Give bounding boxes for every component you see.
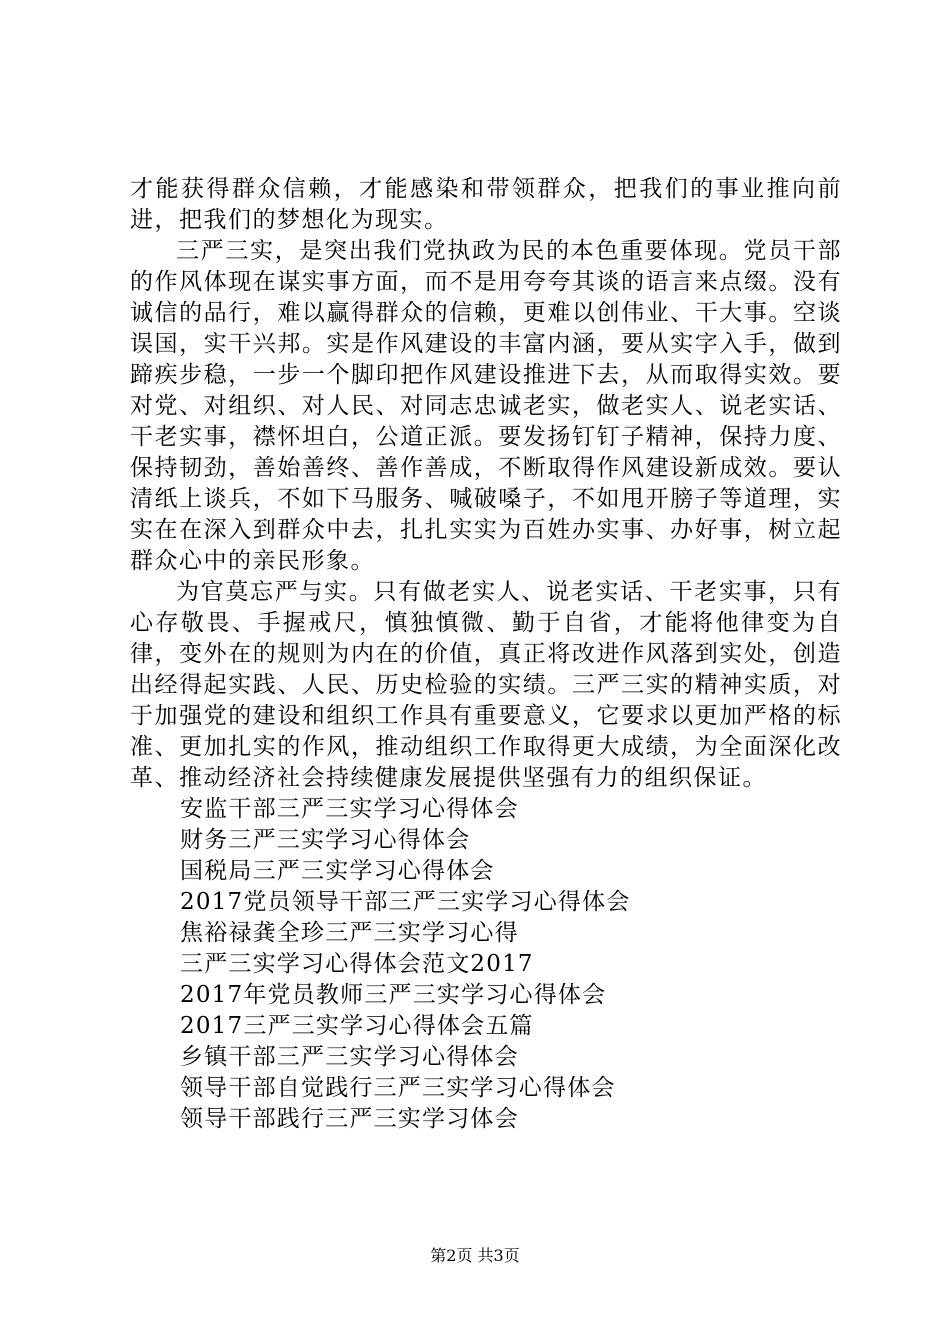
related-article-link[interactable]: 2017年党员教师三严三实学习心得体会 [180, 982, 607, 1008]
paragraph-1: 才能获得群众信赖，才能感染和带领群众，把我们的事业推向前进，把我们的梦想化为现实。 [130, 176, 842, 233]
related-article-link[interactable]: 乡镇干部三严三实学习心得体会 [180, 1044, 519, 1070]
paragraph-2: 三严三实，是突出我们党执政为民的本色重要体现。党员干部的作风体现在谋实事方面，而不是用夸夸其谈的语言来点缀。没有诚信的品行，难以赢得群众的信赖，更难以创伟业、干大事。空谈误国，实干兴邦。实是作风建设的丰富内涵，要从实字入手，做到蹄疾步稳，一步一个脚印把作风建设推进下去，从而取得实效。要对党、对组织、对人民、对同志忠诚老实，做老实人、说老实话、干老实事，襟怀坦白，公道正派。要发扬钉钉子精神，保持力度、保持韧劲，善始善终、善作善成，不断取得作风建设新成效。要认清纸上谈兵，不如下马服务、喊破嗓子，不如甩开膀子等道理，实实在在深入到群众中去，扎扎实实为百姓办实事、办好事，树立起群众心中的亲民形象。 [130, 238, 842, 574]
related-article-link[interactable]: 2017党员领导干部三严三实学习心得体会 [180, 889, 631, 915]
related-article-link[interactable]: 三严三实学习心得体会范文2017 [180, 951, 534, 977]
related-article-link[interactable]: 国税局三严三实学习心得体会 [180, 858, 495, 884]
document-body [130, 174, 842, 1135]
paragraph-3: 为官莫忘严与实。只有做老实人、说老实话、干老实事，只有心存敬畏、手握戒尺，慎独慎微、勤于自省，才能将他律变为自律，变外在的规则为内在的价值，真正将改进作风落到实处，创造出经得起实践、人民、历史检验的实绩。三严三实的精神实质，对于加强党的建设和组织工作具有重要意义，它要求以更加严格的标准、更加扎实的作风，推动组织工作取得更大成绩，为全面深化改革、推动经济社会持续健康发展提供坚强有力的组织保证。 [130, 579, 842, 791]
related-article-link[interactable]: 财务三严三实学习心得体会 [180, 827, 471, 853]
related-article-link[interactable]: 领导干部自觉践行三严三实学习心得体会 [180, 1075, 616, 1101]
page-number-footer: 第2页 共3页 [430, 1246, 520, 1265]
related-article-link[interactable]: 2017三严三实学习心得体会五篇 [180, 1013, 534, 1039]
related-articles-list [130, 794, 842, 1135]
related-article-link[interactable]: 安监干部三严三实学习心得体会 [180, 796, 519, 822]
related-article-link[interactable]: 领导干部践行三严三实学习体会 [180, 1106, 519, 1132]
related-article-link[interactable]: 焦裕禄龚全珍三严三实学习心得 [180, 920, 519, 946]
